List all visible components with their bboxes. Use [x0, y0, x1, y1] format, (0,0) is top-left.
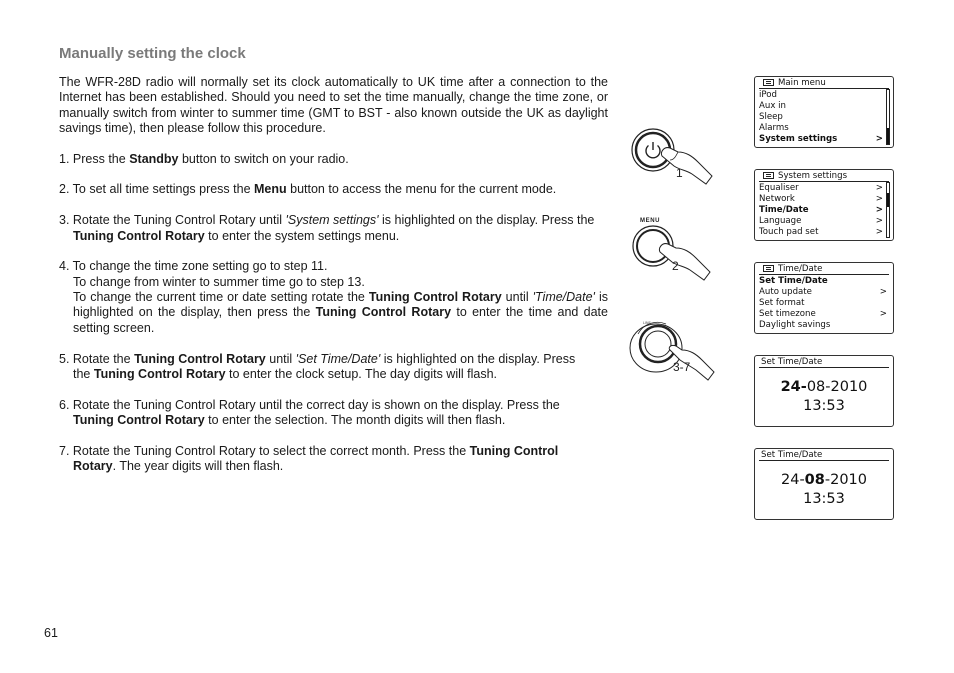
lcd-menu-item: Network > [759, 194, 883, 204]
lcd-main-menu [754, 76, 894, 148]
lcd-date: 24-08-2010 [780, 379, 868, 395]
menu-caption: MENU [640, 218, 661, 224]
step-7: 7. Rotate the Tuning Control Rotary to select the correct month. Press the Tuning Control [59, 444, 559, 458]
step-7-cont: Rotary. The year digits will then flash. [73, 459, 284, 473]
step-4-line1: 4. To change the time zone setting go to step 11. [59, 259, 328, 273]
lcd-time: 13:53 [803, 491, 845, 507]
step-2: 2. To set all time settings press the Menu button to access the menu for the current mode. [59, 182, 557, 196]
svg-text:LINE: LINE [643, 321, 651, 325]
lcd-date: 24-08-2010 [780, 472, 867, 488]
lcd-menu-item: Language > [759, 216, 883, 226]
lcd-menu-item: Aux in [759, 101, 786, 111]
tuning-rotary-illustration [626, 314, 718, 394]
menu-button-illustration [626, 212, 716, 290]
step-label-2: 2 [672, 259, 679, 273]
finger-pointer-icon [659, 244, 710, 280]
lcd-title: Set Time/Date [759, 450, 889, 461]
lcd-scrollbar [886, 182, 890, 238]
lcd-menu-item: Auto update > [759, 287, 887, 297]
lcd-time-date [754, 262, 894, 334]
lcd-menu-item-selected: System settings > [759, 134, 883, 144]
step-3: 3. Rotate the Tuning Control Rotary until 'System settings' is highlighted on the display. Press the [59, 213, 595, 227]
step-3-cont: Tuning Control Rotary to enter the system settings menu. [73, 229, 400, 243]
step-label-1: 1 [676, 166, 683, 180]
lcd-title: Main menu [759, 78, 889, 89]
lcd-menu-item: Set format [759, 298, 805, 308]
lcd-time: 13:53 [803, 398, 845, 414]
lcd-menu-item: Set timezone > [759, 309, 887, 319]
step-label-3-7: 3-7 [673, 360, 691, 374]
lcd-menu-item-selected: Set Time/Date [759, 276, 828, 286]
lcd-menu-item: Touch pad set > [759, 227, 883, 237]
lcd-clock-readout [755, 471, 893, 509]
lcd-title: System settings [759, 171, 889, 182]
lcd-system-settings [754, 169, 894, 241]
lcd-title: Time/Date [759, 264, 889, 275]
step-5-cont: the Tuning Control Rotary to enter the clock setup. The day digits will flash. [73, 367, 497, 381]
lcd-menu-item: Sleep [759, 112, 783, 122]
menu-list-icon [763, 172, 774, 179]
lcd-menu-item: Alarms [759, 123, 789, 133]
step-4-line2: To change from winter to summer time go to step 13. [73, 275, 365, 289]
lcd-clock-readout [755, 378, 893, 416]
lcd-scrollbar [886, 89, 890, 145]
lcd-menu-item: iPod [759, 90, 777, 100]
lcd-set-time-month [754, 448, 894, 520]
step-4-body: To change the current time or date setting rotate the Tuning Control Rotary until 'Time/Date' is highlighted on the display, then press the Tuning Control Rotary to enter the time and date setting screen. [73, 290, 608, 335]
step-6: 6. Rotate the Tuning Control Rotary until the correct day is shown on the display. Press the [59, 398, 560, 412]
finger-pointer-icon [661, 148, 712, 184]
step-5: 5. Rotate the Tuning Control Rotary until 'Set Time/Date' is highlighted on the display. Press [59, 352, 576, 366]
standby-button-illustration [626, 126, 716, 194]
lcd-menu-item: Equaliser > [759, 183, 883, 193]
lcd-set-time-day [754, 355, 894, 427]
step-1: 1. Press the Standby button to switch on your radio. [59, 152, 349, 166]
page-number: 61 [44, 626, 58, 640]
intro-paragraph: The WFR-28D radio will normally set its clock automatically to UK time after a connection to the Internet has been established. Should you need to set the time manually, change the time zone, or manually switch from winter to summer time (GMT to BST - also known outside the UK as daylight savings time), then please follow this procedure. [59, 75, 608, 136]
lcd-menu-item-selected: Time/Date > [759, 205, 883, 215]
lcd-title: Set Time/Date [759, 357, 889, 368]
menu-list-icon [763, 265, 774, 272]
lcd-menu-item: Daylight savings [759, 320, 831, 330]
menu-list-icon [763, 79, 774, 86]
step-6-cont: Tuning Control Rotary to enter the selection. The month digits will then flash. [73, 413, 506, 427]
section-heading: Manually setting the clock [59, 45, 246, 62]
